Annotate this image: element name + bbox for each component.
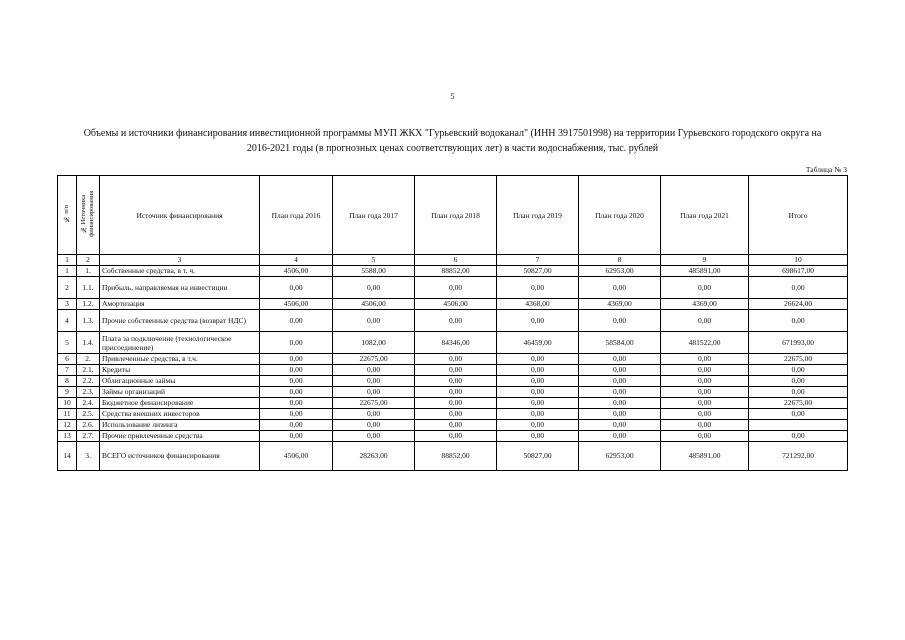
column-number: 5 bbox=[333, 255, 415, 266]
source-no: 1. bbox=[77, 266, 100, 277]
source-name: Использование лизинга bbox=[100, 420, 260, 431]
value-2016: 0,00 bbox=[260, 332, 333, 354]
value-2021: 0,00 bbox=[661, 431, 749, 442]
table-row bbox=[58, 299, 848, 310]
value-2021: 0,00 bbox=[661, 310, 749, 332]
value-2021: 0,00 bbox=[661, 376, 749, 387]
value-2019: 0,00 bbox=[497, 431, 579, 442]
row-no: 6 bbox=[58, 354, 77, 365]
value-2020: 0,00 bbox=[579, 354, 661, 365]
source-no: 2.2. bbox=[77, 376, 100, 387]
value-2018: 0,00 bbox=[415, 310, 497, 332]
value-2017: 22675,00 bbox=[333, 398, 415, 409]
value-2019: 50827,00 bbox=[497, 266, 579, 277]
table-row bbox=[58, 409, 848, 420]
value-2017: 0,00 bbox=[333, 365, 415, 376]
value-total: 0,00 bbox=[749, 376, 848, 387]
table-row bbox=[58, 387, 848, 398]
source-name: Займы организаций bbox=[100, 387, 260, 398]
value-total: 0,00 bbox=[749, 431, 848, 442]
value-2018: 88852,00 bbox=[415, 266, 497, 277]
value-2018: 0,00 bbox=[415, 277, 497, 299]
value-2018: 88852,00 bbox=[415, 442, 497, 471]
value-total: 0,00 bbox=[749, 365, 848, 376]
source-no: 2.1. bbox=[77, 365, 100, 376]
source-no: 2.4. bbox=[77, 398, 100, 409]
value-2020: 0,00 bbox=[579, 277, 661, 299]
column-number: 7 bbox=[497, 255, 579, 266]
value-2021: 0,00 bbox=[661, 387, 749, 398]
value-total: 0,00 bbox=[749, 387, 848, 398]
value-2019: 0,00 bbox=[497, 277, 579, 299]
table-row bbox=[58, 310, 848, 332]
source-no: 2.3. bbox=[77, 387, 100, 398]
source-name: Привлеченные средства, в т.ч. bbox=[100, 354, 260, 365]
value-2017: 28263,00 bbox=[333, 442, 415, 471]
value-2019: 0,00 bbox=[497, 310, 579, 332]
header-source-no: № Источника финансирования bbox=[77, 176, 100, 255]
value-2017: 22675,00 bbox=[333, 354, 415, 365]
value-total: 26624,00 bbox=[749, 299, 848, 310]
value-2021: 0,00 bbox=[661, 354, 749, 365]
value-2018: 0,00 bbox=[415, 365, 497, 376]
page-number: 5 bbox=[450, 92, 455, 101]
source-name: Средства внешних инвесторов bbox=[100, 409, 260, 420]
header-source: Источник финансирования bbox=[100, 176, 260, 255]
value-2016: 0,00 bbox=[260, 277, 333, 299]
source-no: 2.7. bbox=[77, 431, 100, 442]
table-row bbox=[58, 277, 848, 299]
source-no: 2. bbox=[77, 354, 100, 365]
column-number: 3 bbox=[100, 255, 260, 266]
value-total: 0,00 bbox=[749, 277, 848, 299]
header-2018: План года 2018 bbox=[415, 176, 497, 255]
value-2018: 0,00 bbox=[415, 354, 497, 365]
source-name: Кредиты bbox=[100, 365, 260, 376]
value-2020: 0,00 bbox=[579, 431, 661, 442]
value-2016: 0,00 bbox=[260, 376, 333, 387]
value-2020: 0,00 bbox=[579, 387, 661, 398]
row-no: 2 bbox=[58, 277, 77, 299]
value-2020: 62953,00 bbox=[579, 442, 661, 471]
source-no: 3. bbox=[77, 442, 100, 471]
row-no: 8 bbox=[58, 376, 77, 387]
value-2016: 4506,00 bbox=[260, 266, 333, 277]
value-2016: 0,00 bbox=[260, 310, 333, 332]
source-no: 2.6. bbox=[77, 420, 100, 431]
table-row bbox=[58, 354, 848, 365]
value-total: 721292,00 bbox=[749, 442, 848, 471]
source-name: Прибыль, направляемая на инвестиции bbox=[100, 277, 260, 299]
header-2016: План года 2016 bbox=[260, 176, 333, 255]
value-2017: 0,00 bbox=[333, 310, 415, 332]
value-2020: 62953,00 bbox=[579, 266, 661, 277]
value-2021: 0,00 bbox=[661, 420, 749, 431]
value-2018: 0,00 bbox=[415, 376, 497, 387]
value-2019: 50827,00 bbox=[497, 442, 579, 471]
column-number: 2 bbox=[77, 255, 100, 266]
column-number: 9 bbox=[661, 255, 749, 266]
row-no: 11 bbox=[58, 409, 77, 420]
value-2019: 0,00 bbox=[497, 376, 579, 387]
table-label: Таблица № 3 bbox=[805, 165, 847, 174]
value-2020: 4369,00 bbox=[579, 299, 661, 310]
row-no: 3 bbox=[58, 299, 77, 310]
source-no: 1.1. bbox=[77, 277, 100, 299]
value-2016: 4506,00 bbox=[260, 299, 333, 310]
value-total: 22675,00 bbox=[749, 354, 848, 365]
value-total: 0,00 bbox=[749, 310, 848, 332]
table-row bbox=[58, 398, 848, 409]
source-name: ВСЕГО источников финансирования bbox=[100, 442, 260, 471]
value-2018: 84346,00 bbox=[415, 332, 497, 354]
value-2020: 0,00 bbox=[579, 398, 661, 409]
source-no: 1.2. bbox=[77, 299, 100, 310]
value-total: 698617,00 bbox=[749, 266, 848, 277]
value-2020: 0,00 bbox=[579, 365, 661, 376]
source-name: Прочие привлеченные средства bbox=[100, 431, 260, 442]
table-row bbox=[58, 420, 848, 431]
column-number: 1 bbox=[58, 255, 77, 266]
value-2017: 1082,00 bbox=[333, 332, 415, 354]
document-title: Объемы и источники финансирования инвестиционной программы МУП ЖКХ "Гурьевский водоканал" (ИНН 3917501998) на территории Гурьевского городского округа на 2016-2021 годы (в прогнозных ценах соответствующих лет) в части водоснабжения, тыс. рублей bbox=[83, 128, 822, 154]
header-2017: План года 2017 bbox=[333, 176, 415, 255]
value-2020: 0,00 bbox=[579, 409, 661, 420]
value-2020: 0,00 bbox=[579, 420, 661, 431]
value-2018: 0,00 bbox=[415, 398, 497, 409]
value-2017: 0,00 bbox=[333, 420, 415, 431]
source-name: Облигационные займы bbox=[100, 376, 260, 387]
value-2016: 0,00 bbox=[260, 409, 333, 420]
table-row bbox=[58, 431, 848, 442]
source-no: 2.5. bbox=[77, 409, 100, 420]
header-row bbox=[58, 176, 848, 255]
value-2018: 0,00 bbox=[415, 387, 497, 398]
row-no: 1 bbox=[58, 266, 77, 277]
value-2017: 0,00 bbox=[333, 376, 415, 387]
column-number: 10 bbox=[749, 255, 848, 266]
row-no: 4 bbox=[58, 310, 77, 332]
source-name: Собственные средства, в т. ч. bbox=[100, 266, 260, 277]
value-2017: 0,00 bbox=[333, 277, 415, 299]
value-2017: 4506,00 bbox=[333, 299, 415, 310]
header-total: Итого bbox=[749, 176, 848, 255]
table-row bbox=[58, 376, 848, 387]
value-2017: 0,00 bbox=[333, 431, 415, 442]
source-name: Плата за подключение (технологическое присоединение) bbox=[100, 332, 260, 354]
value-2018: 0,00 bbox=[415, 431, 497, 442]
value-2021: 4369,00 bbox=[661, 299, 749, 310]
table-row bbox=[58, 332, 848, 354]
value-2016: 4506,00 bbox=[260, 442, 333, 471]
value-2016: 0,00 bbox=[260, 431, 333, 442]
source-name: Амортизация bbox=[100, 299, 260, 310]
value-total bbox=[749, 420, 848, 431]
value-2017: 5588,00 bbox=[333, 266, 415, 277]
value-2019: 46459,00 bbox=[497, 332, 579, 354]
value-2021: 0,00 bbox=[661, 277, 749, 299]
value-2021: 485891,00 bbox=[661, 266, 749, 277]
value-2019: 0,00 bbox=[497, 398, 579, 409]
value-2018: 0,00 bbox=[415, 420, 497, 431]
table-row bbox=[58, 266, 848, 277]
column-number: 4 bbox=[260, 255, 333, 266]
header-2021: План года 2021 bbox=[661, 176, 749, 255]
value-2019: 0,00 bbox=[497, 354, 579, 365]
value-2019: 4368,00 bbox=[497, 299, 579, 310]
value-2019: 0,00 bbox=[497, 365, 579, 376]
value-2021: 0,00 bbox=[661, 409, 749, 420]
value-2017: 0,00 bbox=[333, 387, 415, 398]
value-total: 0,00 bbox=[749, 409, 848, 420]
source-name: Прочие собственные средства (возврат НДС) bbox=[100, 310, 260, 332]
header-2020: План года 2020 bbox=[579, 176, 661, 255]
value-2019: 0,00 bbox=[497, 420, 579, 431]
column-number: 8 bbox=[579, 255, 661, 266]
value-2021: 481522,00 bbox=[661, 332, 749, 354]
value-2018: 0,00 bbox=[415, 409, 497, 420]
source-name: Бюджетное финансирование bbox=[100, 398, 260, 409]
header-2019: План года 2019 bbox=[497, 176, 579, 255]
source-no: 1.4. bbox=[77, 332, 100, 354]
row-no: 14 bbox=[58, 442, 77, 471]
row-no: 7 bbox=[58, 365, 77, 376]
value-2018: 4506,00 bbox=[415, 299, 497, 310]
value-total: 671993,00 bbox=[749, 332, 848, 354]
value-2021: 485891,00 bbox=[661, 442, 749, 471]
value-2017: 0,00 bbox=[333, 409, 415, 420]
column-number: 6 bbox=[415, 255, 497, 266]
column-numbers-row bbox=[58, 255, 848, 266]
value-2021: 0,00 bbox=[661, 398, 749, 409]
row-no: 10 bbox=[58, 398, 77, 409]
value-2020: 0,00 bbox=[579, 310, 661, 332]
table-row bbox=[58, 442, 848, 471]
value-2016: 0,00 bbox=[260, 365, 333, 376]
value-2019: 0,00 bbox=[497, 387, 579, 398]
row-no: 5 bbox=[58, 332, 77, 354]
source-no: 1.3. bbox=[77, 310, 100, 332]
value-2016: 0,00 bbox=[260, 420, 333, 431]
value-2020: 0,00 bbox=[579, 376, 661, 387]
value-total: 22675,00 bbox=[749, 398, 848, 409]
header-no: № п/п bbox=[58, 176, 77, 255]
value-2021: 0,00 bbox=[661, 365, 749, 376]
row-no: 13 bbox=[58, 431, 77, 442]
value-2016: 0,00 bbox=[260, 354, 333, 365]
row-no: 12 bbox=[58, 420, 77, 431]
value-2016: 0,00 bbox=[260, 387, 333, 398]
value-2020: 58584,00 bbox=[579, 332, 661, 354]
row-no: 9 bbox=[58, 387, 77, 398]
value-2019: 0,00 bbox=[497, 409, 579, 420]
financing-table bbox=[57, 175, 848, 471]
table-row bbox=[58, 365, 848, 376]
value-2016: 0,00 bbox=[260, 398, 333, 409]
